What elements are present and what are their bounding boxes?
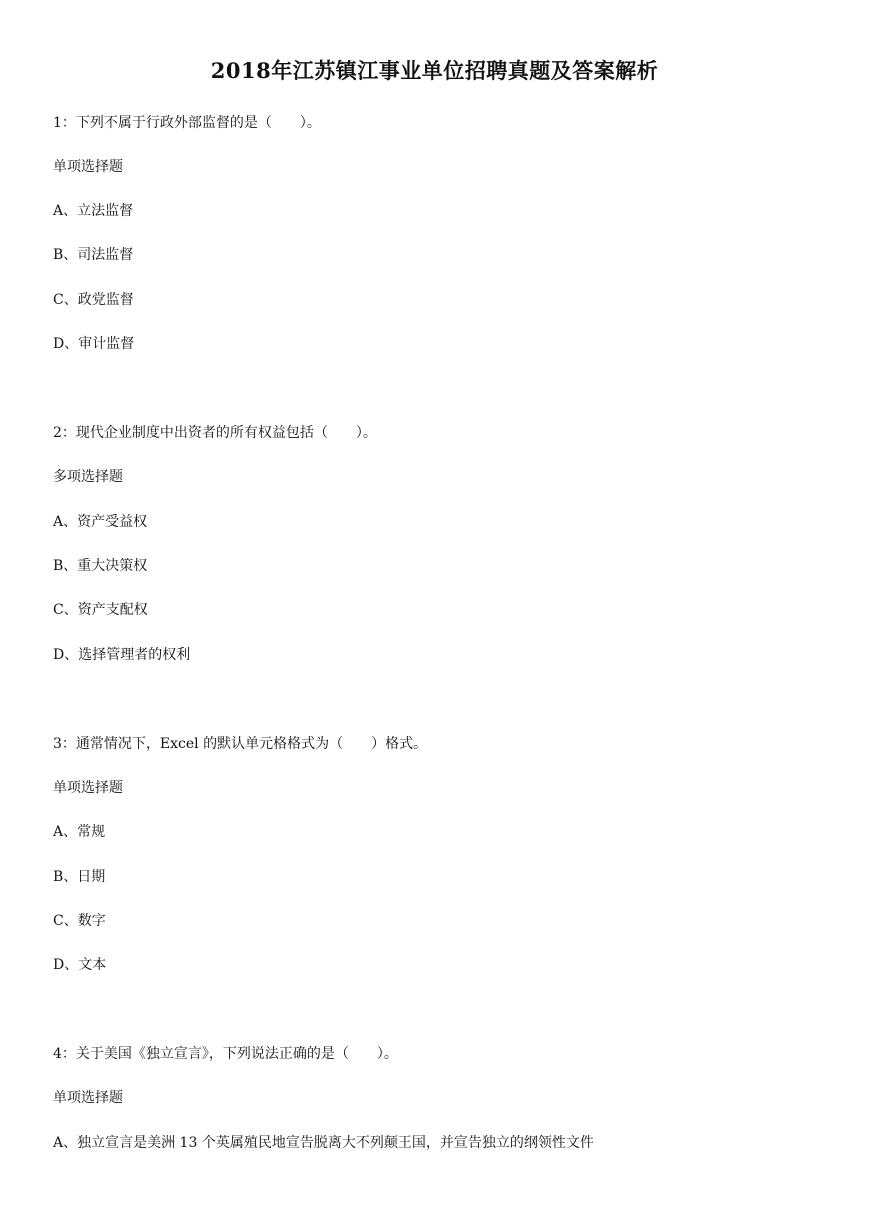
question-4-stem: 4：关于美国《独立宣言》，下列说法正确的是（ ）。 bbox=[53, 1046, 398, 1062]
question-4-type: 单项选择题 bbox=[53, 1090, 123, 1106]
document-title: 2018年江苏镇江事业单位招聘真题及答案解析 bbox=[210, 58, 659, 83]
question-1-stem: 1：下列不属于行政外部监督的是（ ）。 bbox=[53, 115, 321, 131]
question-1-type: 单项选择题 bbox=[53, 159, 123, 175]
question-3-option-d: D、文本 bbox=[53, 957, 107, 973]
question-2-type: 多项选择题 bbox=[53, 469, 123, 485]
question-2-option-c: C、资产支配权 bbox=[53, 602, 148, 618]
question-2-option-a: A、资产受益权 bbox=[53, 514, 148, 530]
question-4-option-a: A、独立宣言是美洲 13 个英属殖民地宣告脱离大不列颠王国，并宣告独立的纲领性文件 bbox=[53, 1135, 594, 1151]
question-2-option-b: B、重大决策权 bbox=[53, 558, 148, 574]
question-1-option-b: B、司法监督 bbox=[53, 247, 134, 263]
question-3-type: 单项选择题 bbox=[53, 780, 123, 796]
question-2-option-d: D、选择管理者的权利 bbox=[53, 647, 191, 663]
question-3-option-b: B、日期 bbox=[53, 869, 106, 885]
question-3-option-c: C、数字 bbox=[53, 913, 106, 929]
question-3-stem: 3：通常情况下，Excel 的默认单元格格式为（ ）格式。 bbox=[53, 736, 428, 752]
question-1-option-c: C、政党监督 bbox=[53, 292, 134, 308]
question-1-option-a: A、立法监督 bbox=[53, 203, 134, 219]
question-1-option-d: D、审计监督 bbox=[53, 336, 135, 352]
question-2-stem: 2：现代企业制度中出资者的所有权益包括（ ）。 bbox=[53, 425, 377, 441]
question-3-option-a: A、常规 bbox=[53, 824, 106, 840]
